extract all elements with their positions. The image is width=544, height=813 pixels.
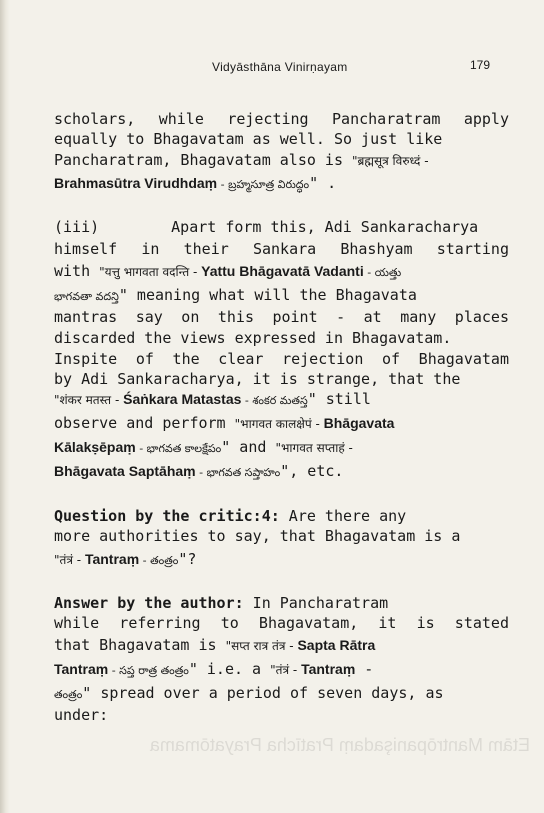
paragraph-line: mantras say on this point - at many places [54,308,509,326]
show-through-text: Etām Mantrōpanişadaṃ Pratīcha Prayatōmama [149,735,530,755]
telugu-text: - భాగవత కాలక్షేపం [135,442,222,455]
telugu-text: తంత్రం [54,688,83,701]
text-run: " spread over a period of seven days, as [82,684,444,702]
paragraph-line [54,659,509,679]
telugu-text: - భాగవత సప్తాహం [195,466,281,479]
transliteration-text: Kālakṣēpaṃ [54,439,136,455]
paragraph-line [54,506,509,526]
paragraph-line [54,217,509,237]
paragraph-line: equally to Bhagavatam as well. So just like [54,130,443,148]
paragraph-line [54,683,509,703]
text-run: " and [221,438,276,456]
paragraph-line: more authorities to say, that Bhagavatam is a [54,527,461,545]
text-run: - [355,660,374,678]
paragraph-line [54,150,509,170]
devanagari-text: "शंकर मतस्त - [54,393,124,407]
transliteration-text: Sapta Rātra [297,637,376,653]
text-run: that Bhagavatam is [54,636,226,654]
paragraph-line: himself in their Sankara Bhashyam starting [54,240,509,258]
paragraph-line [54,173,509,193]
devanagari-text: "तंत्रं - [54,553,85,567]
text-run: " i.e. a [188,660,271,678]
text-run: with [54,262,100,280]
telugu-text: - శంకర మతస్త [241,394,308,407]
transliteration-text: Tantraṃ [54,661,109,677]
running-header [0,56,544,76]
text-run: Are there any [279,507,407,525]
telugu-text: - తంత్రం [139,554,179,567]
transliteration-text: Bhāgavata Saptāhaṃ [54,463,196,479]
paragraph-line [54,461,509,481]
paragraph-line: discarded the views expressed in Bhagavatam. [54,329,452,347]
telugu-text: భాగవతా వదన్తి [54,290,119,303]
text-run: Pancharatram, Bhagavatam also is [54,151,353,169]
running-title: Vidyāsthāna Vinirṇayam [212,60,348,74]
paragraph-line [54,413,509,433]
devanagari-text: "भागवत सप्ताहं - [275,441,353,455]
section-number: (iii) [54,218,100,236]
text-run: " meaning what will the Bhagavata [118,286,417,304]
page-edge [0,0,10,813]
page-number: 179 [470,58,491,72]
text-run: ", etc. [280,462,344,480]
paragraph-line: while referring to Bhagavatam, it is stated [54,614,509,632]
text-run: In Pancharatram [243,594,389,612]
paragraph-line: by Adi Sankaracharya, it is strange, that the [54,370,461,388]
paragraph-line [54,635,509,655]
devanagari-text: "ब्रह्मसूत्र विरुध्दं - [352,154,429,168]
telugu-text: - సప్త రాత్ర తంత్రం [108,664,189,677]
paragraph-line [54,437,509,457]
paragraph-line [54,549,509,569]
paragraph-line [54,261,509,281]
paragraph-line: scholars, while rejecting Pancharatram apply [54,110,509,128]
devanagari-text: "सप्त रात्र तंत्र - [225,639,298,653]
devanagari-text: "भागवत कालक्षेपं - [234,417,324,431]
paragraph-line [54,593,509,613]
transliteration-text: Yattu Bhāgavatā Vadanti [201,263,364,279]
text-run: " still [307,390,371,408]
telugu-text: - బ్రహ్మసూత్ర విరుద్ధం [217,178,310,191]
transliteration-text: Tantraṃ [84,551,140,567]
paragraph-line [54,389,509,409]
transliteration-text: Tantraṃ [301,661,356,677]
paragraph-line: Inspite of the clear rejection of Bhagavatam [54,350,509,368]
paragraph-line: under: [54,706,109,724]
text-run: observe and perform [54,414,235,432]
telugu-text: - యత్తు [363,266,402,279]
transliteration-text: Brahmasūtra Virudhdaṃ [54,175,218,191]
paragraph-line [54,285,509,305]
transliteration-text: Śaṅkara Matastas [123,391,242,407]
text-run: " . [309,174,337,192]
text-run: "? [178,550,197,568]
question-label: Question by the critic:4: [54,507,280,525]
answer-label: Answer by the author: [54,594,244,612]
devanagari-text: "तंत्रं - [270,663,302,677]
text-run: Apart form this, Adi Sankaracharya [171,218,479,236]
devanagari-text: "यत्तु भागवता वदन्ति - [99,265,202,279]
transliteration-text: Bhāgavata [323,415,395,431]
